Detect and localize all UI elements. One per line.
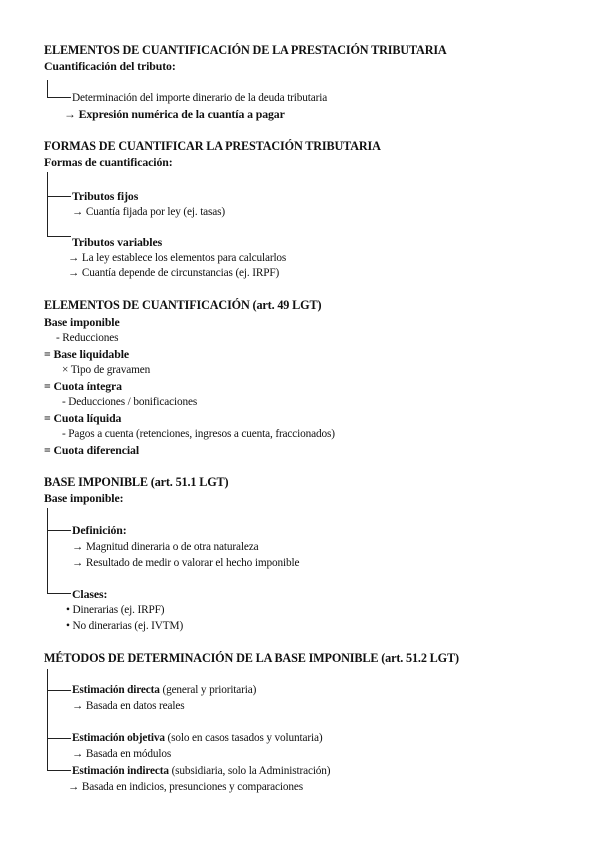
tree-branch	[47, 738, 71, 739]
cuota-integra: = Cuota íntegra	[44, 379, 122, 393]
tipo-gravamen: × Tipo de gravamen	[62, 364, 151, 376]
estimacion-objetiva	[72, 731, 322, 745]
definicion: Definición:	[72, 523, 127, 537]
estimacion-directa-desc: → Basada en datos reales	[72, 700, 185, 712]
tree-branch	[47, 97, 71, 98]
tree-branch	[47, 770, 71, 771]
estimacion-objetiva-note: (solo en casos tasados y voluntaria)	[164, 732, 323, 744]
tree-branch	[47, 690, 71, 691]
section-3-title: ELEMENTOS DE CUANTIFICACIÓN (art. 49 LGT)	[44, 298, 322, 312]
estimacion-indirecta-note: (subsidiaria, solo la Administración)	[168, 765, 331, 777]
tributos-variables-desc-1: → La ley establece los elementos para calcularlos	[68, 252, 287, 264]
base-imponible: Base imponible	[44, 315, 120, 329]
tree-line	[47, 669, 48, 771]
cuota-liquida: = Cuota líquida	[44, 411, 122, 425]
clase-2: • No dinerarias (ej. IVTM)	[66, 620, 184, 632]
section-1-subtitle: Cuantificación del tributo:	[44, 59, 176, 73]
estimacion-directa-label: Estimación directa	[72, 684, 160, 696]
tributos-variables: Tributos variables	[72, 235, 163, 249]
tributos-variables-desc-2: → Cuantía depende de circunstancias (ej. IRPF)	[68, 267, 280, 279]
result-text: Expresión numérica de la cuantía a pagar	[78, 107, 285, 121]
section-1-title: ELEMENTOS DE CUANTIFICACIÓN DE LA PRESTACIÓN TRIBUTARIA	[44, 43, 447, 57]
tree-branch	[47, 236, 71, 237]
tributos-fijos-desc: → Cuantía fijada por ley (ej. tasas)	[72, 206, 226, 218]
clases: Clases:	[72, 587, 108, 601]
clase-1: • Dinerarias (ej. IRPF)	[66, 604, 165, 616]
estimacion-objetiva-label: Estimación objetiva	[72, 732, 165, 744]
cuantificacion-result	[64, 107, 285, 121]
section-4-title: BASE IMPONIBLE (art. 51.1 LGT)	[44, 475, 229, 489]
definicion-1: → Magnitud dineraria o de otra naturaleza	[72, 541, 259, 553]
section-2-title: FORMAS DE CUANTIFICAR LA PRESTACIÓN TRIBUTARIA	[44, 139, 381, 153]
definicion-2: → Resultado de medir o valorar el hecho imponible	[72, 557, 300, 569]
tributos-fijos: Tributos fijos	[72, 189, 139, 203]
reducciones: - Reducciones	[56, 332, 119, 344]
section-4-subtitle: Base imponible:	[44, 491, 124, 505]
tree-line	[47, 80, 48, 98]
estimacion-objetiva-desc: → Basada en módulos	[72, 748, 172, 760]
tree-branch	[47, 530, 71, 531]
estimacion-indirecta-label: Estimación indirecta	[72, 765, 169, 777]
base-liquidable: = Base liquidable	[44, 347, 130, 361]
section-5-title: MÉTODOS DE DETERMINACIÓN DE LA BASE IMPONIBLE (art. 51.2 LGT)	[44, 651, 459, 665]
deducciones: - Deducciones / bonificaciones	[62, 396, 198, 408]
tree-branch	[47, 196, 71, 197]
estimacion-indirecta	[72, 764, 330, 778]
cuantificacion-item: Determinación del importe dinerario de la deuda tributaria	[72, 92, 328, 104]
estimacion-directa	[72, 683, 256, 697]
tree-branch	[47, 593, 71, 594]
pagos-a-cuenta: - Pagos a cuenta (retenciones, ingresos a cuenta, fraccionados)	[62, 428, 335, 440]
arrow-icon: →	[64, 107, 76, 121]
estimacion-directa-note: (general y prioritaria)	[159, 684, 257, 696]
tree-line	[47, 172, 48, 237]
section-2-subtitle: Formas de cuantificación:	[44, 155, 173, 169]
cuota-diferencial: = Cuota diferencial	[44, 443, 140, 457]
estimacion-indirecta-desc: → Basada en indicios, presunciones y comparaciones	[68, 781, 303, 793]
tree-line	[47, 508, 48, 594]
